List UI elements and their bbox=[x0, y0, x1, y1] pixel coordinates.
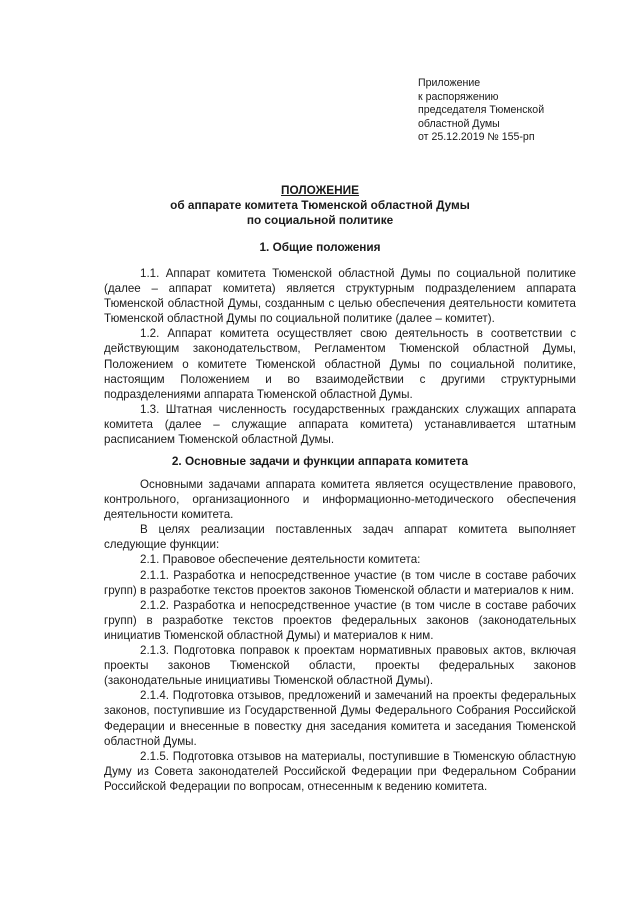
section-2-heading: 2. Основные задачи и функции аппарата комитета bbox=[171, 454, 469, 468]
appendix-line: от 25.12.2019 № 155-рп bbox=[418, 131, 535, 144]
paragraph: 2.1. Правовое обеспечение деятельности комитета: bbox=[140, 553, 421, 567]
section-2-body bbox=[104, 477, 576, 794]
paragraph: 1.1. Аппарат комитета Тюменской областной Думы по социальной политике (далее – аппарат комитета) является структурным подразделением аппарата Тюменской областной Думы, созданным с целью обеспечения деятельности комитета Тюменской областной Думы по социальной политике (далее – комитет). bbox=[104, 267, 576, 326]
paragraph: 2.1.5. Подготовка отзывов на материалы, поступившие в Тюменскую областную Думу из Совета законодателей Российской Федерации при Федеральном Собрании Российской Федерации по вопросам, отнесенным к ведению комитета. bbox=[104, 749, 576, 793]
paragraph: 2.1.3. Подготовка поправок к проектам нормативных правовых актов, включая проекты законов Тюменской области, проекты федеральных законов (законодательные инициативы Тюменской областной Думы). bbox=[104, 644, 576, 688]
appendix-line: областной Думы bbox=[418, 117, 500, 130]
paragraph: Основными задачами аппарата комитета является осуществление правового, контрольного, организационного и информационно-методического обеспечения деятельности комитета. bbox=[104, 478, 576, 522]
section-1-body bbox=[104, 266, 576, 447]
appendix-line: к распоряжению bbox=[418, 90, 499, 103]
paragraph: 1.2. Аппарат комитета осуществляет свою деятельность в соответствии с действующим законодательством, Регламентом Тюменской областной Думы, Положением о комитете Тюменской областной Думы по социальной политике, настоящим Положением и во взаимодействии с другими структурными подразделениями аппарата Тюменской областной Думы. bbox=[104, 327, 576, 401]
appendix-line: председателя Тюменской bbox=[418, 104, 545, 117]
appendix-note bbox=[418, 77, 618, 145]
paragraph: 2.1.1. Разработка и непосредственное участие (в том числе в составе рабочих групп) в разработке текстов проектов законов Тюменской области и материалов к ним. bbox=[104, 568, 576, 597]
title-line-3: по социальной политике bbox=[246, 213, 394, 227]
title-line-2: об аппарате комитета Тюменской областной Думы bbox=[170, 198, 470, 212]
paragraph: В целях реализации поставленных задач аппарат комитета выполняет следующие функции: bbox=[104, 523, 576, 552]
paragraph: 2.1.4. Подготовка отзывов, предложений и замечаний на проекты федеральных законов, поступившие из Государственной Думы Федерального Собрания Российской Федерации и внесенные в повестку дня заседания комитета и заседания Тюменской областной Думы. bbox=[104, 689, 576, 748]
paragraph: 1.3. Штатная численность государственных гражданских служащих аппарата комитета (далее – служащие аппарата комитета) устанавливается штатным расписанием Тюменской областной Думы. bbox=[104, 402, 576, 447]
section-1-heading: 1. Общие положения bbox=[259, 240, 381, 254]
title-line-1: ПОЛОЖЕНИЕ bbox=[280, 183, 360, 197]
appendix-line: Приложение bbox=[418, 77, 481, 89]
paragraph: 2.1.2. Разработка и непосредственное участие (в том числе в составе рабочих групп) в разработке текстов проектов федеральных законов (законодательных инициатив Тюменской областной Думы) и материалов к ним. bbox=[104, 598, 576, 642]
document-title bbox=[120, 183, 520, 228]
